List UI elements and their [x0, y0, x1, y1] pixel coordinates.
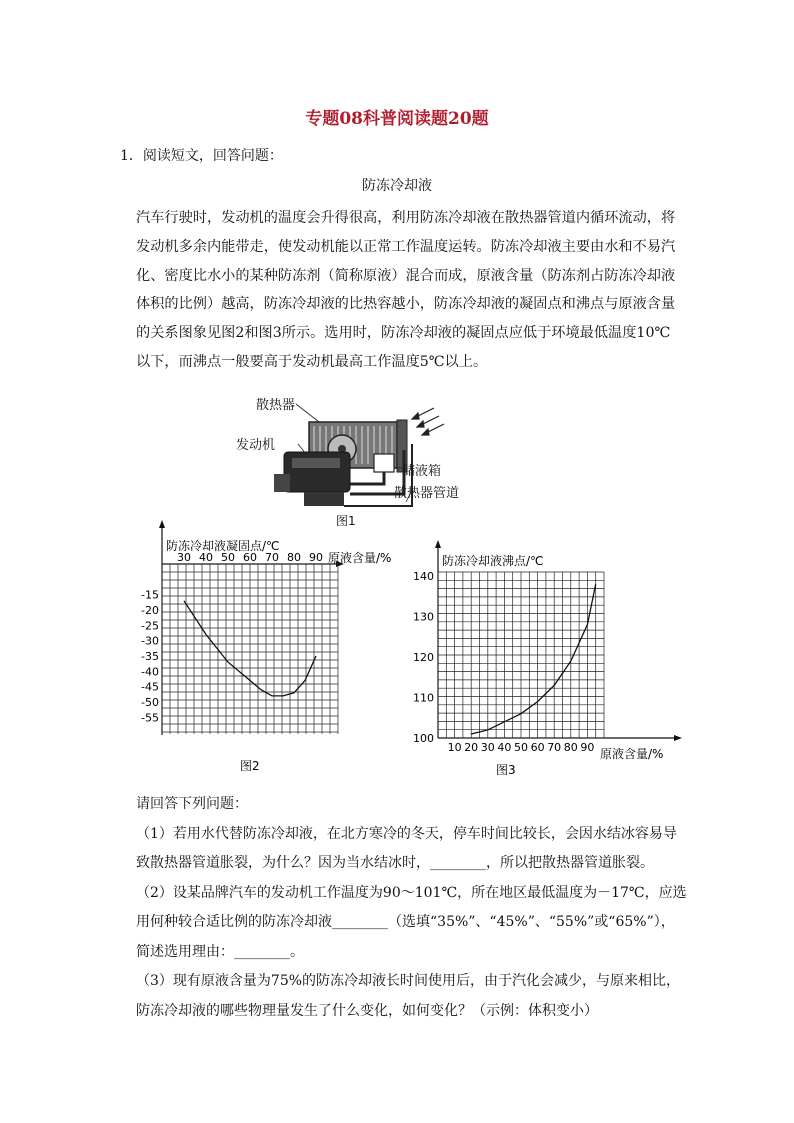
figure-1 [234, 394, 564, 526]
chart2-y-tick: -15 [141, 588, 159, 602]
questions-intro: 请回答下列问题： [136, 796, 248, 812]
chart2-x-tick: 90 [309, 551, 323, 564]
page-title: 专题08科普阅读题20题 [305, 109, 489, 129]
article-line: 化、密度比水小的某种防冻剂（简称原液）混合而成，原液含量（防冻剂占防冻冷却液 [136, 267, 676, 284]
chart3-xlabel: 原液含量/% [600, 747, 664, 761]
chart2-y-tick: -55 [141, 711, 159, 725]
label-engine: 发动机 [236, 438, 276, 453]
chart3-x-tick: 80 [563, 741, 578, 754]
chart2-x-tick: 40 [199, 551, 213, 564]
chart3-x-tick: 70 [547, 741, 562, 754]
chart-freezing-point [140, 520, 420, 780]
chart2-x-tick: 50 [221, 551, 235, 564]
chart2-caption: 图2 [240, 759, 260, 773]
question-number: 1．阅读短文，回答问题： [120, 148, 283, 164]
article-line: 以下，而沸点一般要高于发动机最高工作温度5℃以上。 [136, 353, 488, 370]
chart2-x-tick: 70 [265, 551, 279, 564]
chart3-x-tick: 20 [464, 741, 479, 754]
chart2-x-tick: 80 [287, 551, 301, 564]
q1-line: （1）若用水代替防冻冷却液，在北方寒冷的冬天，停车时间比较长，会因水结冰容易导 [136, 825, 677, 842]
chart2-x-tick: 30 [177, 551, 191, 564]
chart2-y-tick: -50 [141, 696, 159, 709]
chart2-y-tick: -20 [141, 604, 159, 617]
chart3-x-tick: 60 [530, 741, 545, 754]
q2-line: （2）设某品牌汽车的发动机工作温度为90～101℃，所在地区最低温度为－17℃，应选 [136, 884, 687, 901]
q2-line: 简述选用理由：________。 [136, 943, 304, 960]
chart3-x-tick: 90 [580, 741, 595, 754]
label-radiator: 散热器 [256, 398, 296, 413]
chart3-y-tick: 130 [413, 610, 434, 624]
chart2-xlabel: 原液含量/% [328, 551, 392, 565]
chart3-x-tick: 50 [514, 741, 528, 754]
chart2-x-tick: 60 [243, 551, 257, 564]
label-pipe: 散热器管道 [394, 486, 460, 501]
chart3-y-tick: 100 [413, 732, 434, 745]
engine-illustration [234, 394, 564, 526]
chart2-y-tick: -45 [141, 680, 159, 694]
article-line: 体积的比例）越高，防冻冷却液的比热容越小，防冻冷却液的凝固点和沸点与原液含量 [136, 296, 676, 313]
chart3-x-tick: 30 [480, 741, 495, 754]
chart3-ylabel: 防冻冷却液沸点/℃ [442, 554, 544, 568]
label-tank: 储液箱 [402, 464, 442, 479]
chart3-caption: 图3 [496, 763, 516, 777]
article-line: 的关系图象见图2和图3所示。选用时，防冻冷却液的凝固点应低于环境最低温度10℃ [136, 325, 671, 342]
q1-line: 致散热器管道胀裂，为什么？因为当水结冰时，________，所以把散热器管道胀裂。 [136, 855, 654, 871]
q2-line: 用何种较合适比例的防冻冷却液________（选填“35%”、“45%”、“55%”或“65%”）， [136, 914, 675, 930]
chart2-ylabel: 防冻冷却液凝固点/℃ [166, 539, 280, 553]
chart2-y-tick: -30 [141, 634, 159, 648]
chart3-y-tick: 110 [413, 691, 434, 705]
chart-boiling-point [404, 540, 694, 780]
chart2-y-tick: -25 [141, 619, 159, 633]
figure-1-caption: 图1 [336, 514, 356, 528]
chart2-y-tick: -35 [141, 650, 159, 663]
chart3-x-tick: 10 [447, 741, 462, 754]
sub-questions [136, 790, 696, 1026]
chart2-y-tick: -40 [141, 665, 159, 679]
chart3-series-line [471, 584, 596, 734]
article-title: 防冻冷却液 [362, 178, 432, 194]
q3-line: （3）现有原液含量为75%的防冻冷却液长时间使用后，由于汽化会减少，与原来相比， [136, 973, 681, 989]
article-line: 汽车行驶时，发动机的温度会升得很高，利用防冻冷却液在散热器管道内循环流动，将 [136, 210, 676, 226]
chart3-x-tick: 40 [497, 741, 512, 754]
article-body [136, 204, 676, 377]
chart3-y-tick: 120 [413, 651, 434, 665]
chart3-y-tick: 140 [413, 570, 434, 584]
article-line: 发动机多余内能带走，使发动机能以正常工作温度运转。防冻冷却液主要由水和不易汽 [136, 238, 676, 255]
q3-line: 防冻冷却液的哪些物理量发生了什么变化，如何变化？（示例：体积变小） [136, 1002, 598, 1019]
